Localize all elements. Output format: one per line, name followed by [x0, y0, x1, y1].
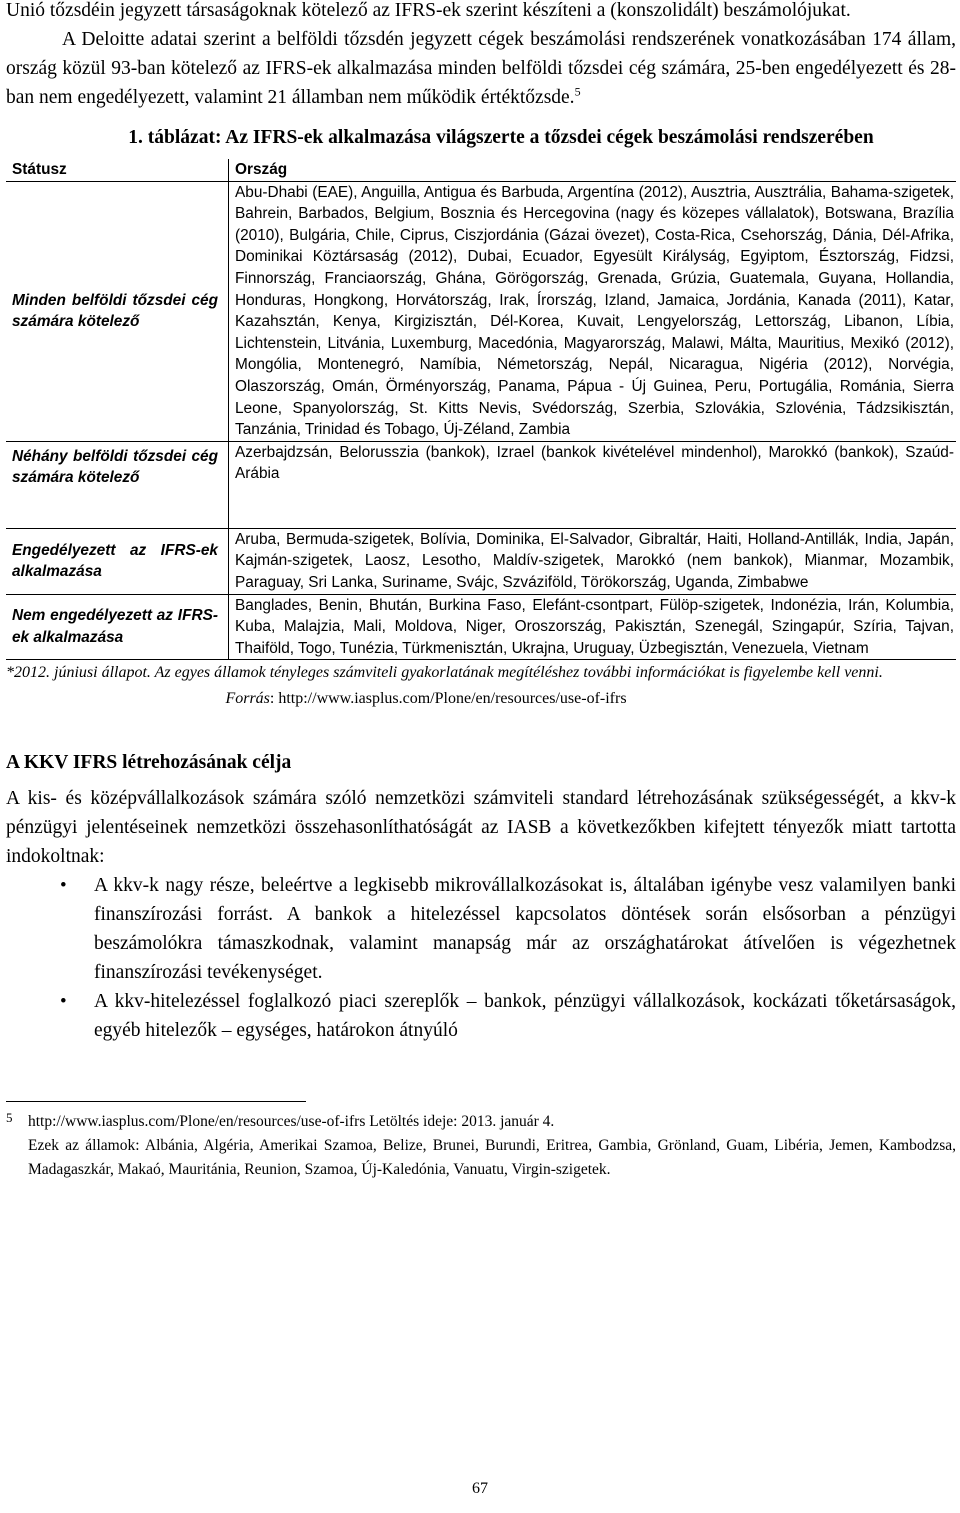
- table-row: [6, 528, 956, 594]
- footnote-separator: [6, 1101, 306, 1102]
- list-item: • A kkv-k nagy része, beleértve a legkisebb mikrovállalkozásokat is, általában igénybe vesz valamilyen banki finanszírozási forrást. A bankok a hitelezéssel kapcsolatos döntések során elsősorban a pénzügyi beszámolókra támaszkodnak, valamint manapság már az országhatárokat átívelően is végezhetnek finanszírozási tevékenységet.: [94, 871, 956, 987]
- country-cell: Aruba, Bermuda-szigetek, Bolívia, Dominika, El-Salvador, Gibraltár, Haiti, Holland-Antillák, India, Japán, Kajmán-szigetek, Laosz, Lesotho, Maldív-szigetek, Marokkó (nem bankok), Mianmar, Mozambik, Paraguay, Sri Lanka, Suriname, Svájc, Szváziföld, Törökország, Uganda, Zimbabwe: [229, 528, 957, 594]
- status-cell: Nem engedélyezett az IFRS-ek alkalmazása: [6, 594, 229, 659]
- country-cell: Banglades, Benin, Bhután, Burkina Faso, Elefánt-csontpart, Fülöp-szigetek, Indonézia, Irán, Kolumbia, Kuba, Malajzia, Mali, Moldova, Niger, Oroszország, Pakisztán, Szenegál, Szingapúr, Szíria, Tajvan, Thaiföld, Togo, Tunézia, Türkmenisztán, Ukrajna, Uruguay, Üzbegisztán, Venezuela, Vietnam: [235, 596, 954, 657]
- country-cell: Abu-Dhabi (EAE), Anguilla, Antigua és Barbuda, Argentína (2012), Ausztria, Ausztrália, Bahama-szigetek, Bahrein, Barbados, Belgium, Bosznia és Hercegovina (nagy és közepes vállalatok), Botswana, Brazília (2010), Bulgária, Chile, Ciprus, Ciszjordánia (Gázai övezet), Costa-Rica, Csehország, Dánia, Dél-Afrika, Dominikai Köztársaság (2012), Dubai, Ecuador, Egyesült Királyság, Egyiptom, Észtország, Fidzsi, Finnország, Franciaország, Ghána, Görögország, Grenada, Grúzia, Guatemala, Guyana, Hollandia, Honduras, Hongkong, Horvátország, Irak, Írország, Izland, Jamaica, Jordánia, Kanada (2011), Katar, Kazahsztán, Kenya, Kirgizisztán, Dél-Korea, Kuvait, Lengyelország, Lettország, Libanon, Líbia, Lichtenstein, Litvánia, Luxemburg, Macedónia, Magyarország, Malawi, Málta, Mauritius, Mexikó (2012), Mongólia, Montenegró, Namíbia, Németország, Nepál, Nicaragua, Nigéria (2012), Norvégia, Olaszország, Omán, Örményország, Panama, Pápua - Új Guinea, Peru, Portugália, Románia, Sierra Leone, Spanyolország, St. Kitts Nevis, Svédország, Szerbia, Szlovákia, Szlovénia, Tádzsikisztán, Tanzánia, Trinidad és Tobago, Új-Zéland, Zambia: [229, 181, 957, 441]
- footnote-line-2: Ezek az államok: Albánia, Algéria, Amerikai Szamoa, Belize, Brunei, Burundi, Eritrea, Gambia, Grönland, Guam, Libéria, Jemen, Kambodzsa, Madagaszkár, Makaó, Mauritánia, Reunion, Szamoa, Új-Kaledónia, Vanuatu, Virgin-szigetek.: [28, 1137, 956, 1179]
- intro-paragraph-2-text: A Deloitte adatai szerint a belföldi tőzsdén jegyzett cégek beszámolási rendszerének vonatkozásában 174 állam, ország közül 93-ban kötelező az IFRS-ek alkalmazása minden belföldi tőzsdei cég számára, 25-ben engedélyezett és 28-ban nem engedélyezett, valamint 21 államban nem működik értéktőzsde.: [6, 29, 956, 108]
- status-cell: Engedélyezett az IFRS-ek alkalmazása: [6, 528, 229, 594]
- footnote-mark: 5: [6, 1110, 13, 1126]
- intro-paragraph-2: [6, 25, 956, 112]
- intro-paragraph-1: Unió tőzsdéin jegyzett társaságoknak kötelező az IFRS-ek szerint készíteni a (konszolidált) beszámolójukat.: [6, 0, 851, 21]
- table-header-row: [6, 159, 956, 181]
- ifrs-status-table: [6, 159, 956, 659]
- source-label: Forrás: [225, 690, 270, 708]
- status-cell: Minden belföldi tőzsdei cég számára kötelező: [6, 181, 229, 441]
- table-note: *2012. júniusi állapot. Az egyes államok tényleges számviteli gyakorlatának megítéléshez további információkat is figyelembe kell venni.: [6, 664, 883, 682]
- footnote: [6, 1110, 956, 1182]
- section-body: A kis- és középvállalkozások számára szóló nemzetközi számviteli standard létrehozásának szükségességét, a kkv-k pénzügyi jelentéseinek nemzetközi összehasonlíthatóságát az IASB a következőkben kifejtett tényezők miatt tartotta indokoltnak:: [6, 788, 956, 868]
- country-cell: Azerbajdzsán, Belorusszia (bankok), Izrael (bankok kivételével mindenhol), Marokkó (bankok), Szaúd-Arábia: [229, 441, 957, 528]
- header-country: Ország: [229, 159, 957, 181]
- list-item: • A kkv-hitelezéssel foglalkozó piaci szereplők – bankok, pénzügyi vállalkozások, kockázati tőketársaságok, egyéb hitelezők – egységes, határokon átnyúló: [94, 987, 956, 1045]
- table-bottom-rule: [6, 659, 956, 660]
- table-row: [6, 594, 956, 659]
- page-number: 67: [472, 1480, 488, 1497]
- status-cell: Néhány belföldi tőzsdei cég számára kötelező: [6, 441, 229, 528]
- table-caption: 1. táblázat: Az IFRS-ek alkalmazása világszerte a tőzsdei cégek beszámolási rendszerében: [128, 127, 874, 148]
- document-page: [6, 0, 956, 1182]
- table-row: [6, 181, 956, 441]
- section-title: A KKV IFRS létrehozásának célja: [6, 752, 292, 774]
- source-url[interactable]: : http://www.iasplus.com/Plone/en/resources/use-of-ifrs: [269, 690, 627, 708]
- header-status: Státusz: [6, 159, 229, 181]
- footnote-line-1[interactable]: http://www.iasplus.com/Plone/en/resources/use-of-ifrs Letöltés ideje: 2013. január 4.: [28, 1113, 555, 1131]
- table-source: [6, 688, 956, 710]
- table-row: [6, 441, 956, 528]
- footnote-ref[interactable]: 5: [574, 84, 581, 99]
- bullet-list: [6, 871, 956, 1045]
